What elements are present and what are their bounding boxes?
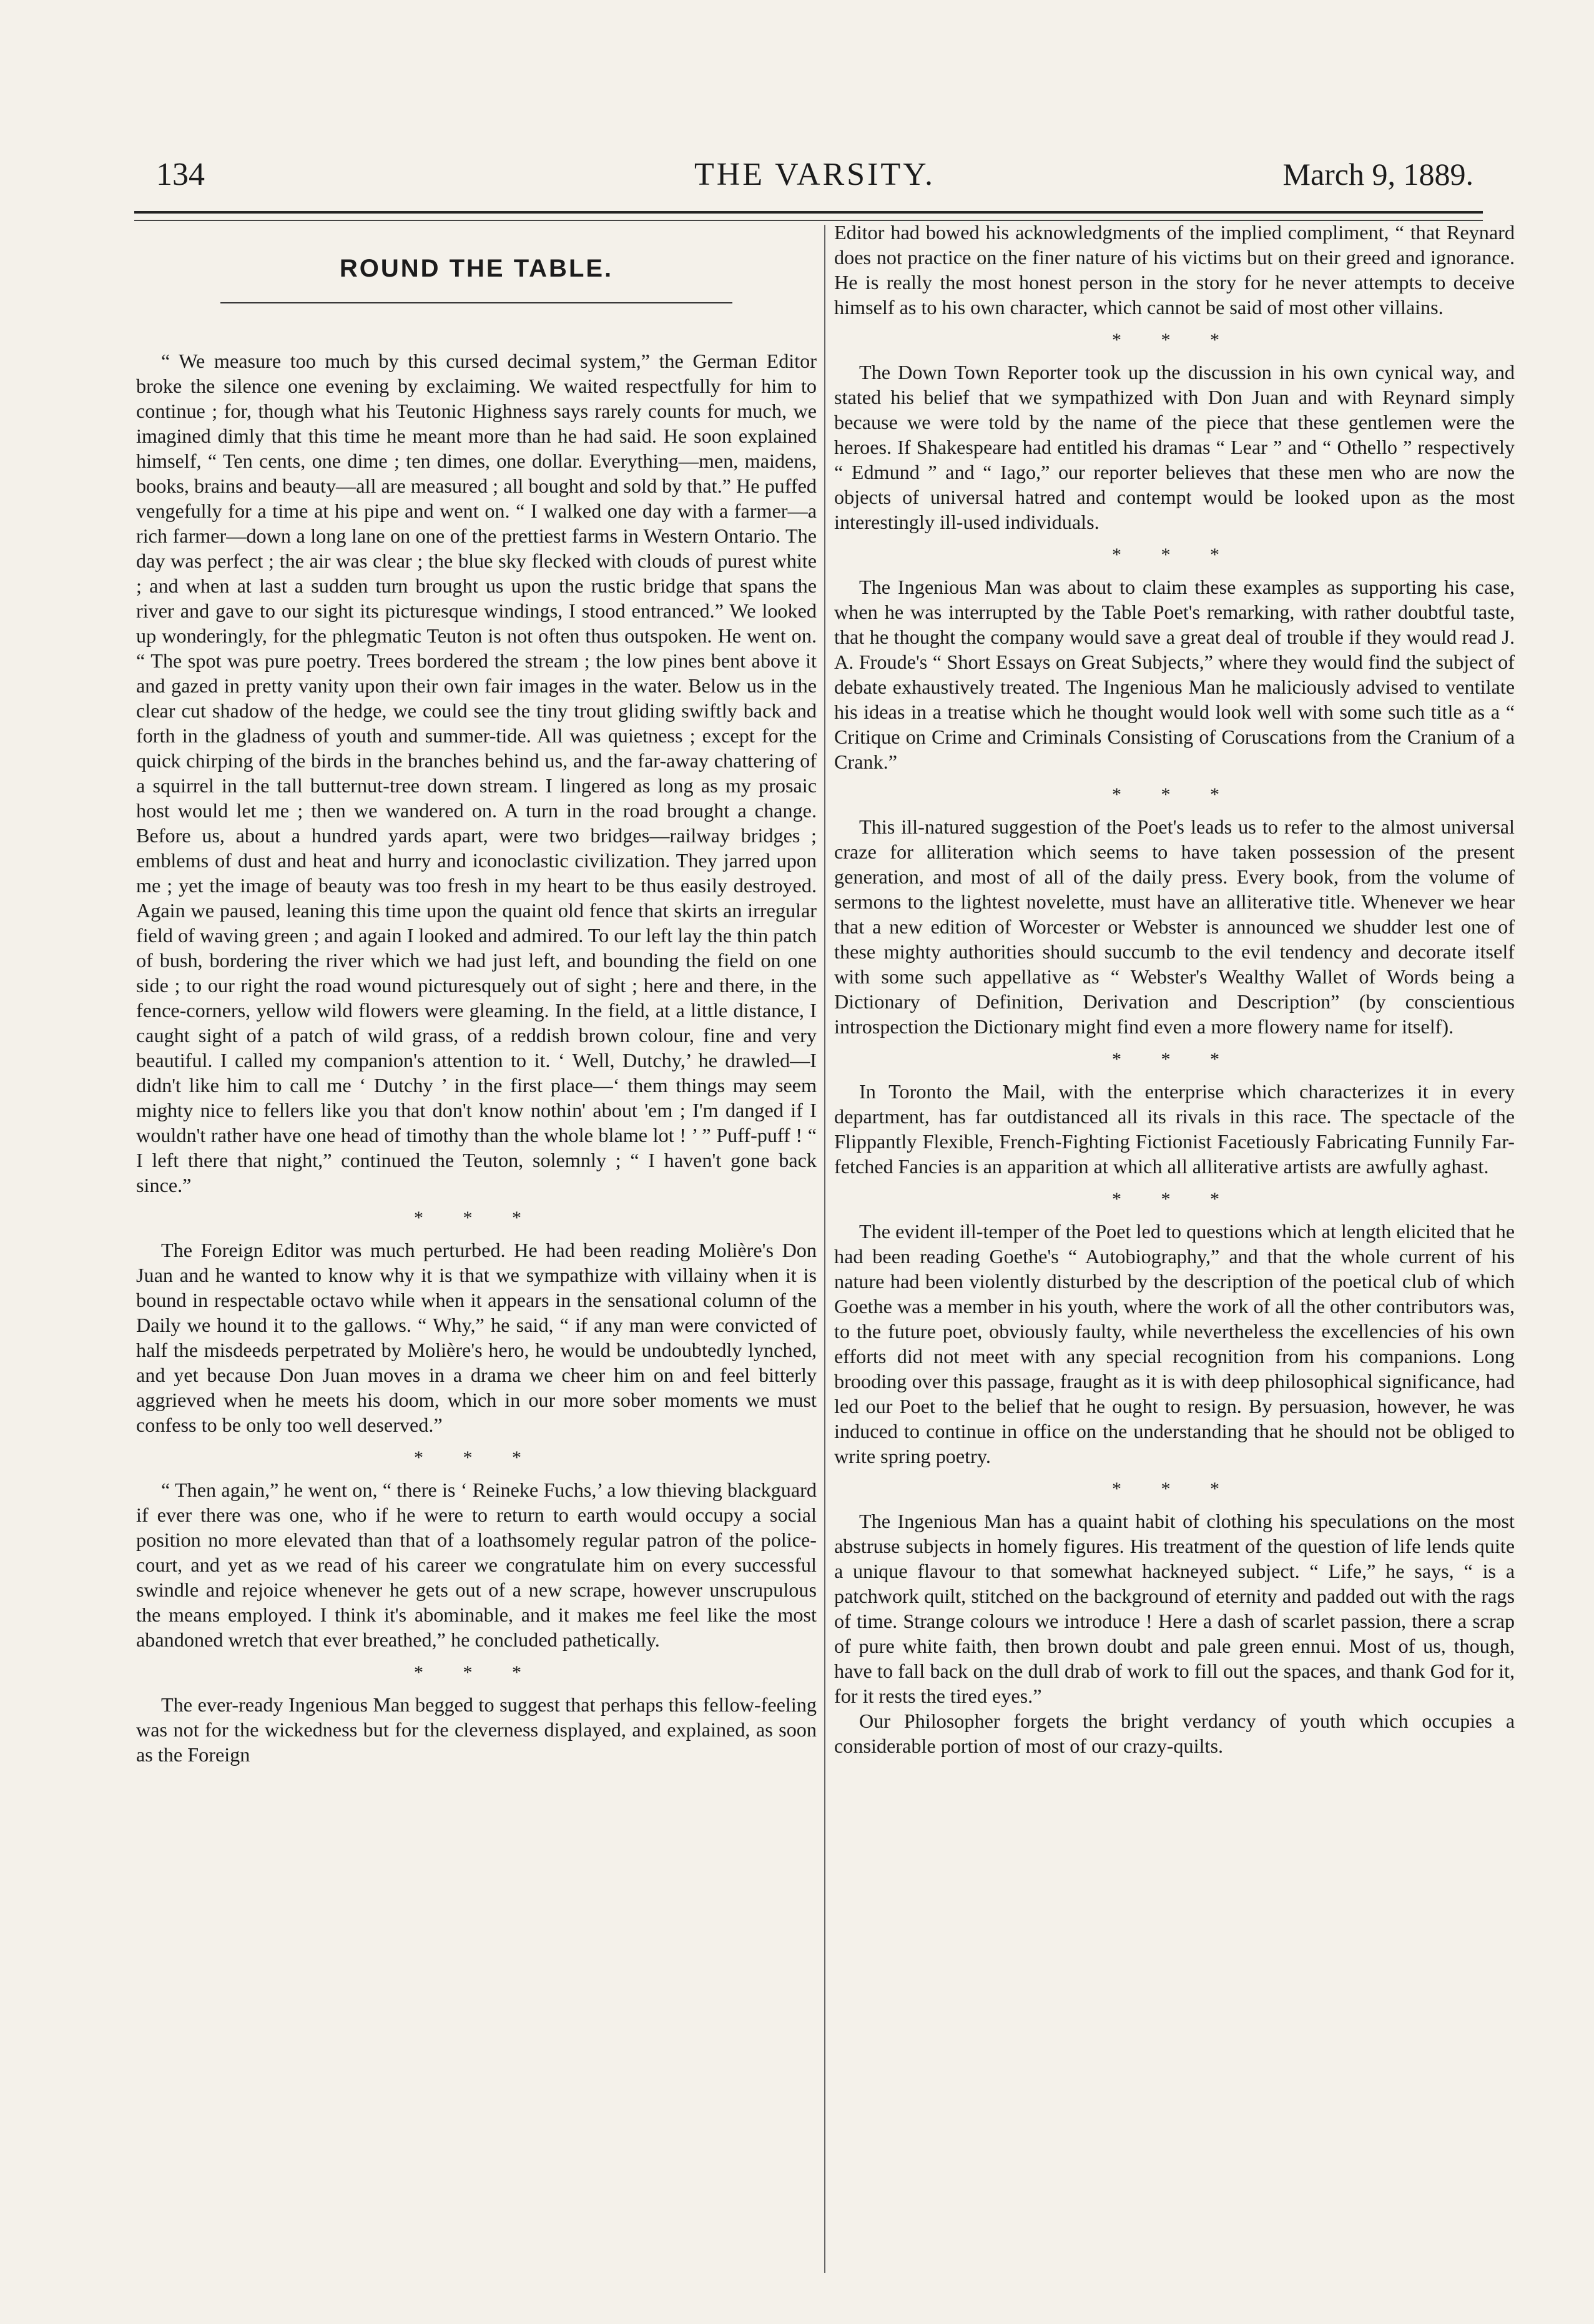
right-column (834, 220, 1515, 2293)
separator: * * * (1112, 330, 1237, 350)
page-header (156, 150, 1473, 200)
separator: * * * (414, 1447, 539, 1468)
paragraph: The ever-ready Ingenious Man begged to suggest that perhaps this fellow-feeling was not for the wickedness but for the cleverness displayed, and explained, as soon as the Foreign (136, 1693, 817, 1766)
page-number: 134 (156, 157, 205, 192)
paragraph: The Down Town Reporter took up the discussion in his own cynical way, and stated his belief that we sympathized with Don Juan and with Reynard simply because we were told by the name of the piece that these gentlemen were the heroes. If Shakespeare had entitled his dramas “ Lear ” and “ Othello ” respectively “ Edmund ” and “ Iago,” our reporter believes that these men who are now the objects of universal hatred and contempt would be looked upon as the most interestingly ill-used individuals. (834, 361, 1515, 533)
paragraph: The Foreign Editor was much perturbed. He had been reading Molière's Don Juan and he wanted to know why it is that we sympathize with villainy when it is bound in respectable octavo while when it appears in the sensational column of the Daily we hound it to the gallows. “ Why,” he said, “ if any man were convicted of half the misdeeds perpetrated by Molière's hero, he would be undoubtedly lynched, and yet because Don Juan moves in a drama we cheer him on and feel bitterly aggrieved when he meets his doom, which in our more sober moments we must confess to be only too well deserved.” (136, 1239, 817, 1436)
separator: * * * (1112, 784, 1237, 805)
paragraph: Our Philosopher forgets the bright verdancy of youth which occupies a considerable portion of most of our crazy-quilts. (834, 1710, 1515, 1757)
paragraph: “ We measure too much by this cursed decimal system,” the German Editor broke the silence one evening by exclaiming. We waited respectfully for him to continue ; for, though what his Teutonic Highness says rarely counts for much, we imagined dimly that this time he meant more than he had said. He soon explained himself, “ Ten cents, one dime ; ten dimes, one dollar. Everything—men, maidens, books, brains and beauty—all are measured ; all bought and sold by that.” He puffed vengefully for a time at his pipe and went on. “ I walked one day with a farmer—a rich farmer—down a long lane on one of the prettiest farms in Western Ontario. The day was perfect ; the air was clear ; the blue sky flecked with clouds of purest white ; and when at last a sudden turn brought us upon the rustic bridge that spans the river and gave to our sight its picturesque windings, I stood entranced.” We looked up wonderingly, for the phlegmatic Teuton is not often thus outspoken. He went on. “ The spot was pure poetry. Trees bordered the stream ; the low pines bent above it and gazed in pretty vanity upon their own fair images in the water. Below us in the clear cut shadow of the hedge, we could see the tiny trout gliding swiftly back and forth in the gladness of youth and summer-tide. All was quietness ; except for the quick chirping of the birds in the branches behind us, and the far-away chattering of a squirrel in the tall butternut-tree down stream. I lingered as long as my prosaic host would let me ; then we wandered on. A turn in the road brought a change. Before us, about a hundred yards apart, were two bridges—railway bridges ; emblems of dust and heat and hurry and iconoclastic civilization. They jarred upon me ; yet the image of beauty was too fresh in my heart to be thus easily destroyed. Again we paused, leaning this time upon the quaint old fence that skirts an irregular field of waving green ; and again I looked and admired. To our left lay the thin patch of bush, bordering the river which we had just left, and bounding the field on one side ; to our right the road wound picturesquely out of sight ; here and there, in the fence-corners, yellow wild flowers were gleaming. In the field, at a little distance, I caught sight of a patch of wild grass, of a reddish brown colour, fine and very beautiful. I called my companion's attention to it. ‘ Well, Dutchy,’ he drawled—I didn't like him to call me ‘ Dutchy ’ in the first place—‘ them things may seem mighty nice to fellers like you that don't know nothin' about 'em ; I'm danged if I wouldn't rather have one head of timothy than the whole blame lot ! ’ ” Puff-puff ! “ I left there that night,” continued the Teuton, solemnly ; “ I haven't gone back since.” (136, 350, 817, 1196)
separator: * * * (1112, 1479, 1237, 1499)
left-column (136, 225, 817, 2298)
column-divider (824, 225, 825, 2273)
title-rule (220, 302, 732, 303)
journal-title: THE VARSITY. (694, 157, 936, 192)
separator: * * * (1112, 1189, 1237, 1209)
paragraph: Editor had bowed his acknowledgments of the implied compliment, “ that Reynard does not practice on the finer nature of his victims but on their greed and ignorance. He is really the most honest person in the story for he never attempts to deceive himself as to his own character, which cannot be said of most other villains. (834, 221, 1515, 318)
issue-date: March 9, 1889. (1282, 157, 1473, 192)
separator: * * * (1112, 1049, 1237, 1070)
paragraph: The evident ill-temper of the Poet led to questions which at length elicited that he had been reading Goethe's “ Autobiography,” and that the whole current of his nature had been violently disturbed by the description of the poetical club of which Goethe was a member in his youth, where the work of all the other contributors was, to the future poet, obviously faulty, while nevertheless the excellencies of his own efforts did not meet with any special recognition from his companions. Long brooding over this passage, fraught as it is with deep philosophical significance, had led our Poet to the belief that he ought to resign. By persuasion, however, he was induced to continue in office on the understanding that he should not be obliged to write spring poetry. (834, 1220, 1515, 1467)
separator: * * * (1112, 544, 1237, 565)
paragraph: The Ingenious Man has a quaint habit of clothing his speculations on the most abstruse subjects in homely figures. His treatment of the question of life lends quite a unique flavour to that somewhat hackneyed subject. “ Life,” he says, “ is a patchwork quilt, stitched on the background of eternity and padded out with the rags of time. Strange colours we introduce ! Here a dash of scarlet passion, there a scrap of pure white faith, then brown doubt and pale green ennui. Most of us, though, have to fall back on the dull drab of work to fill out the spaces, and thank God for it, for it rests the tired eyes.” (834, 1510, 1515, 1707)
section-title: ROUND THE TABLE. (339, 255, 614, 282)
paragraph: This ill-natured suggestion of the Poet's leads us to refer to the almost universal craze for alliteration which seems to have taken possession of the present generation, and most of all of the daily press. Every book, from the volume of sermons to the lightest novelette, must have an alliterative title. Whenever we hear that a new edition of Worcester or Webster is announced we shudder lest one of these mighty authorities should succumb to the evil tendency and decorate itself with some such appellative as “ Webster's Wealthy Wallet of Words being a Dictionary of Definition, Derivation and Description” (by conscientious introspection the Dictionary might find even a more flowery name for itself). (834, 815, 1515, 1038)
paragraph: “ Then again,” he went on, “ there is ‘ Reineke Fuchs,’ a low thieving blackguard if ever there was one, who if he were to return to earth would occupy a social position no more elevated than that of a loathsomely regular patron of the police-court, and yet as we read of his career we congratulate him on every successful swindle and rejoice whenever he gets out of a new scrape, however unscrupulous the means employed. I think it's abominable, and it makes me feel like the most abandoned wretch that ever breathed,” he concluded pathetically. (136, 1479, 817, 1651)
separator: * * * (414, 1208, 539, 1228)
separator: * * * (414, 1662, 539, 1683)
paragraph: The Ingenious Man was about to claim these examples as supporting his case, when he was interrupted by the Table Poet's remarking, with rather doubtful taste, that he thought the company would save a great deal of trouble if they would read J. A. Froude's “ Short Essays on Great Subjects,” where they would find the subject of debate exhaustively treated. The Ingenious Man he maliciously advised to ventilate his ideas in a treatise which he thought would look well with some such title as a “ Critique on Crime and Criminals Consisting of Coruscations from the Cranium of a Crank.” (834, 576, 1515, 773)
paragraph: In Toronto the Mail, with the enterprise which characterizes it in every department, has far outdistanced all its rivals in this race. The spectacle of the Flippantly Flexible, French-Fighting Fictionist Facetiously Fabricating Funnily Far-fetched Fancies is an apparition at which all alliterative artists are awfully aghast. (834, 1080, 1515, 1178)
